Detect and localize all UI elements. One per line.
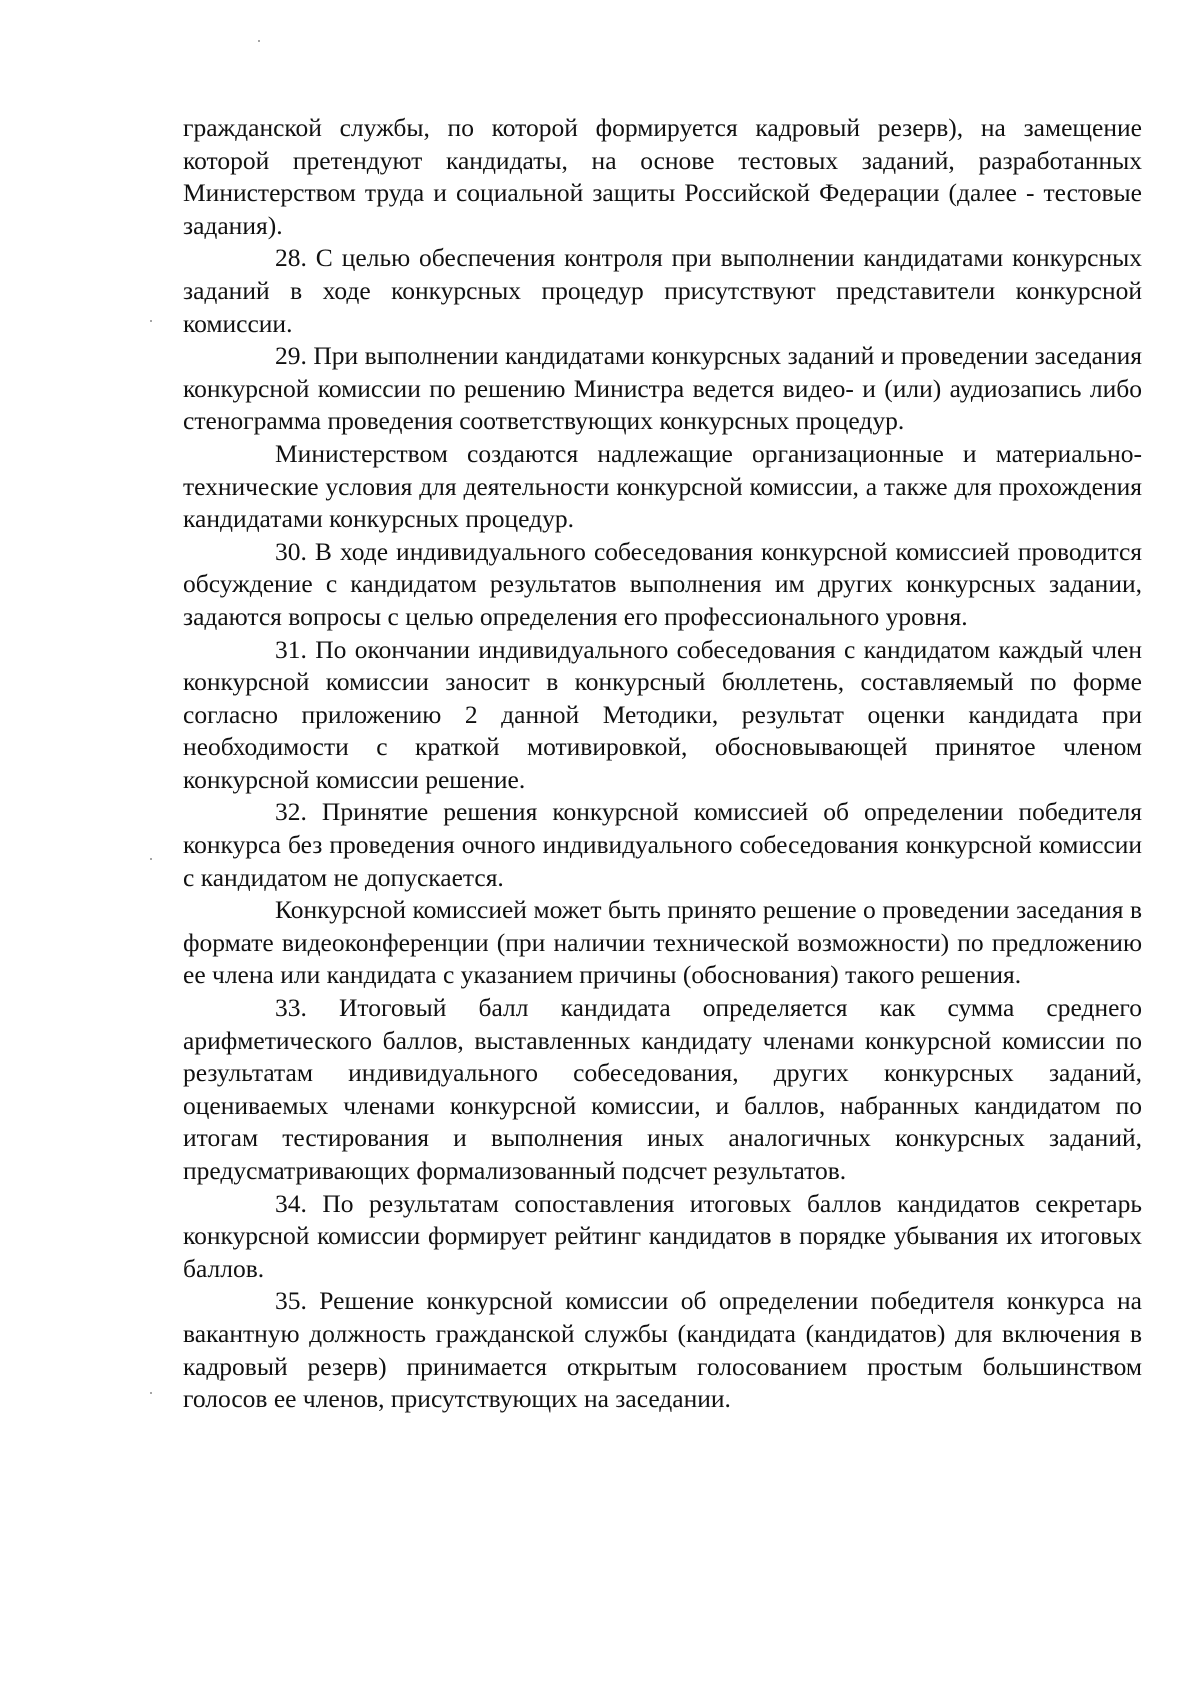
document-body xyxy=(183,112,1142,1416)
paragraph-continuation: гражданской службы, по которой формируется кадровый резерв), на замещение которой претендуют кандидаты, на основе тестовых заданий, разработанных Министерством труда и социальной защиты Российской Федерации (далее - тестовые задания). xyxy=(183,113,1142,240)
paragraph-29: 29. При выполнении кандидатами конкурсных заданий и проведении заседания конкурсной комиссии по решению Министра ведется видео- и (или) аудиозапись либо стенограмма проведения соответствующих конкурсных процедур. xyxy=(183,341,1142,436)
paragraph-28: 28. С целью обеспечения контроля при выполнении кандидатами конкурсных заданий в ходе конкурсных процедур присутствуют представители конкурсной комиссии. xyxy=(183,243,1142,338)
paragraph-29-cont: Министерством создаются надлежащие организационные и материально-технические условия для деятельности конкурсной комиссии, а также для прохождения кандидатами конкурсных процедур. xyxy=(183,438,1142,534)
scan-speck xyxy=(150,858,152,860)
paragraph-32: 32. Принятие решения конкурсной комиссией об определении победителя конкурса без проведения очного индивидуального собеседования конкурсной комиссии с кандидатом не допускается. xyxy=(183,797,1142,892)
paragraph-33: 33. Итоговый балл кандидата определяется как сумма среднего арифметического баллов, выставленных кандидату членами конкурсной комиссии по результатам индивидуального собеседования, других конкурсных заданий, оцениваемых членами конкурсной комиссии, и баллов, набранных кандидатом по итогам тестирования и выполнения иных аналогичных конкурсных заданий, предусматривающих формализованный подсчет результатов. xyxy=(183,993,1142,1185)
scan-speck xyxy=(258,40,260,42)
scan-speck xyxy=(150,320,152,322)
scan-speck xyxy=(150,1392,152,1394)
paragraph-32-cont: Конкурсной комиссией может быть принято решение о проведении заседания в формате видеоконференции (при наличии технической возможности) по предложению ее члена или кандидата с указанием причины (обоснования) такого решения. xyxy=(183,895,1142,990)
paragraph-35: 35. Решение конкурсной комиссии об определении победителя конкурса на вакантную должность гражданской службы (кандидата (кандидатов) для включения в кадровый резерв) принимается открытым голосованием простым большинством голосов ее членов, присутствующих на заседании. xyxy=(183,1286,1142,1414)
paragraph-31: 31. По окончании индивидуального собеседования с кандидатом каждый член конкурсной комиссии заносит в конкурсный бюллетень, составляемый по форме согласно приложению 2 данной Методики, результат оценки кандидата при необходимости с краткой мотивировкой, обосновывающей принятое членом конкурсной комиссии решение. xyxy=(183,634,1142,794)
paragraph-34: 34. По результатам сопоставления итоговых баллов кандидатов секретарь конкурсной комиссии формирует рейтинг кандидатов в порядке убывания их итоговых баллов. xyxy=(183,1188,1142,1283)
paragraph-30: 30. В ходе индивидуального собеседования конкурсной комиссией проводится обсуждение с кандидатом результатов выполнения им других конкурсных задании, задаются вопросы с целью определения его профессионального уровня. xyxy=(183,536,1142,631)
